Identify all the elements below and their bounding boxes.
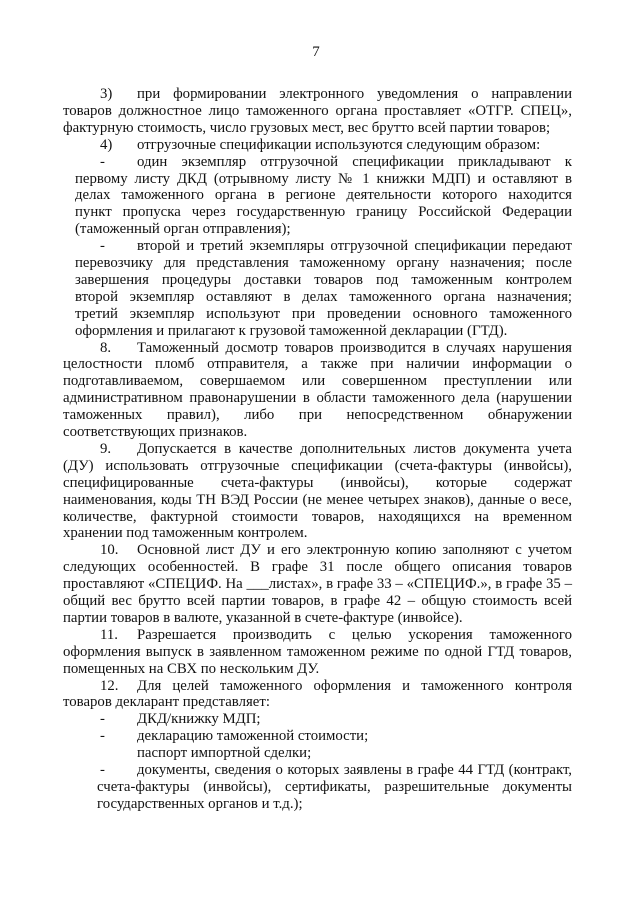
text-line bbox=[0, 627, 640, 644]
line-text: количестве, фактурной стоимости товаров, находящихся на временном bbox=[63, 508, 572, 525]
item-number: 12. bbox=[100, 677, 119, 694]
text-line bbox=[0, 678, 640, 695]
line-text: оформления выпуск в заявленном таможенном режиме по одной ГТД товаров, bbox=[63, 643, 572, 660]
line-text: специфицированные счета-фактуры (инвойсы), которые содержат bbox=[63, 474, 572, 491]
line-text: ДКД/книжку МДП; bbox=[137, 711, 261, 728]
text-line bbox=[0, 559, 640, 576]
line-text: декларацию таможенной стоимости; bbox=[137, 728, 369, 745]
line-text: Допускается в качестве дополнительных листов документа учета bbox=[137, 440, 572, 457]
line-text: фактурную стоимость, число грузовых мест, вес брутто всей партии товаров; bbox=[63, 119, 551, 136]
item-number: 4) bbox=[100, 136, 113, 153]
text-line bbox=[0, 356, 640, 373]
text-line bbox=[0, 424, 640, 441]
text-line bbox=[0, 796, 640, 813]
text-line bbox=[0, 407, 640, 424]
line-text: хранении под таможенным контролем. bbox=[63, 525, 308, 542]
line-text: проставляют «СПЕЦИФ. На ___листах», в графе 33 – «СПЕЦИФ.», в графе 35 – bbox=[63, 576, 572, 593]
line-text: (таможенный орган отправления); bbox=[75, 221, 291, 238]
line-text: Основной лист ДУ и его электронную копию заполняют с учетом bbox=[137, 542, 572, 559]
text-line bbox=[0, 86, 640, 103]
line-text: оформления и прилагают к грузовой таможенной декларации (ГТД). bbox=[75, 322, 508, 339]
line-text: государственных органов и т.д.); bbox=[97, 795, 303, 812]
text-line bbox=[0, 390, 640, 407]
line-text: паспорт импортной сделки; bbox=[137, 745, 312, 762]
text-line bbox=[0, 373, 640, 390]
text-line bbox=[0, 187, 640, 204]
text-line bbox=[0, 492, 640, 509]
line-text: один экземпляр отгрузочной спецификации прикладывают к bbox=[137, 153, 572, 170]
item-number: 9. bbox=[100, 440, 112, 457]
text-line bbox=[0, 137, 640, 154]
line-text: третий экземпляр используют при проведении основного таможенного bbox=[75, 305, 572, 322]
text-line bbox=[0, 221, 640, 238]
line-text: целостности пломб отправителя, а также при наличии информации о bbox=[63, 356, 572, 373]
text-line bbox=[0, 306, 640, 323]
line-text: помещенных на СВХ по нескольким ДУ. bbox=[63, 660, 320, 677]
text-line bbox=[0, 762, 640, 779]
text-line bbox=[0, 711, 640, 728]
line-text: пункт пропуска через государственную границу Российской Федерации bbox=[75, 204, 572, 221]
line-text: первому листу ДКД (отрывному листу № 1 книжки МДП) и оставляют в bbox=[75, 170, 572, 187]
line-text: подготавливаемом, совершаемом или совершенном преступлении или bbox=[63, 373, 572, 390]
line-text: перевозчику для представления таможенному органу назначения; после bbox=[75, 255, 572, 271]
text-line bbox=[0, 525, 640, 542]
item-number: 10. bbox=[100, 542, 119, 559]
line-text: (ДУ) использовать отгрузочные спецификации (счета-фактуры (инвойсы), bbox=[63, 457, 572, 474]
page-number: 7 bbox=[312, 44, 320, 60]
text-line bbox=[0, 340, 640, 357]
line-text: административном правонарушении в области таможенного дела (нарушении bbox=[63, 390, 572, 407]
line-text: общий вес брутто всей партии товаров, в графе 42 – общую стоимость всей bbox=[63, 593, 572, 609]
line-text: соответствующих признаков. bbox=[63, 424, 248, 440]
text-line bbox=[0, 103, 640, 120]
text-line bbox=[0, 441, 640, 458]
text-line bbox=[0, 238, 640, 255]
text-line bbox=[0, 694, 640, 711]
text-line bbox=[0, 745, 640, 762]
line-text: Таможенный досмотр товаров производится в случаях нарушения bbox=[137, 339, 572, 356]
text-line bbox=[0, 475, 640, 492]
line-text: делах таможенного органа в регионе деятельности которого находится bbox=[75, 187, 572, 204]
list-dash: - bbox=[100, 238, 105, 255]
line-text: счета-фактуры (инвойсы), сертификаты, разрешительные документы bbox=[97, 778, 572, 795]
line-text: Разрешается производить с целью ускорения таможенного bbox=[137, 626, 572, 643]
line-text: следующих особенностей. В графе 31 после общего описания товаров bbox=[63, 559, 572, 576]
line-text: завершения процедуры доставки товаров под таможенным контролем bbox=[75, 271, 572, 288]
line-text: Для целей таможенного оформления и таможенного контроля bbox=[137, 677, 572, 694]
text-line bbox=[0, 289, 640, 306]
text-line bbox=[0, 171, 640, 188]
text-line bbox=[0, 610, 640, 627]
list-dash: - bbox=[100, 762, 105, 778]
line-text: наименования, коды ТН ВЭД России (не менее четырех знаков), данные о весе, bbox=[63, 491, 572, 508]
item-number: 8. bbox=[100, 339, 112, 356]
list-dash: - bbox=[100, 728, 105, 745]
line-text: второй и третий экземпляры отгрузочной спецификации передают bbox=[137, 238, 572, 255]
text-line bbox=[0, 509, 640, 526]
text-line bbox=[0, 120, 640, 137]
text-line bbox=[0, 323, 640, 340]
text-line bbox=[0, 779, 640, 796]
list-dash: - bbox=[100, 153, 105, 170]
text-line bbox=[0, 644, 640, 661]
item-number: 11. bbox=[100, 626, 118, 643]
item-number: 3) bbox=[100, 86, 113, 102]
text-line bbox=[0, 661, 640, 678]
line-text: таможенных правил), либо при непосредственном обнаружении bbox=[63, 407, 572, 424]
line-text: второй экземпляр оставляют в делах таможенного органа назначения; bbox=[75, 288, 572, 305]
line-text: отгрузочные спецификации используются следующим образом: bbox=[137, 136, 541, 153]
line-text: при формировании электронного уведомления о направлении bbox=[137, 86, 572, 102]
text-line bbox=[0, 154, 640, 171]
text-line bbox=[0, 458, 640, 475]
line-text: партии товаров в валюте, указанной в счете-фактуре (инвойсе). bbox=[63, 609, 463, 626]
text-line bbox=[0, 542, 640, 559]
text-line bbox=[0, 593, 640, 610]
text-line bbox=[0, 272, 640, 289]
text-line bbox=[0, 576, 640, 593]
line-text: товаров должностное лицо таможенного органа проставляет «ОТГР. СПЕЦ», bbox=[63, 102, 572, 119]
text-line bbox=[0, 204, 640, 221]
line-text: документы, сведения о которых заявлены в графе 44 ГТД (контракт, bbox=[137, 762, 572, 778]
line-text: товаров декларант представляет: bbox=[63, 694, 270, 711]
text-line bbox=[0, 728, 640, 745]
text-line bbox=[0, 255, 640, 272]
list-dash: - bbox=[100, 711, 105, 728]
